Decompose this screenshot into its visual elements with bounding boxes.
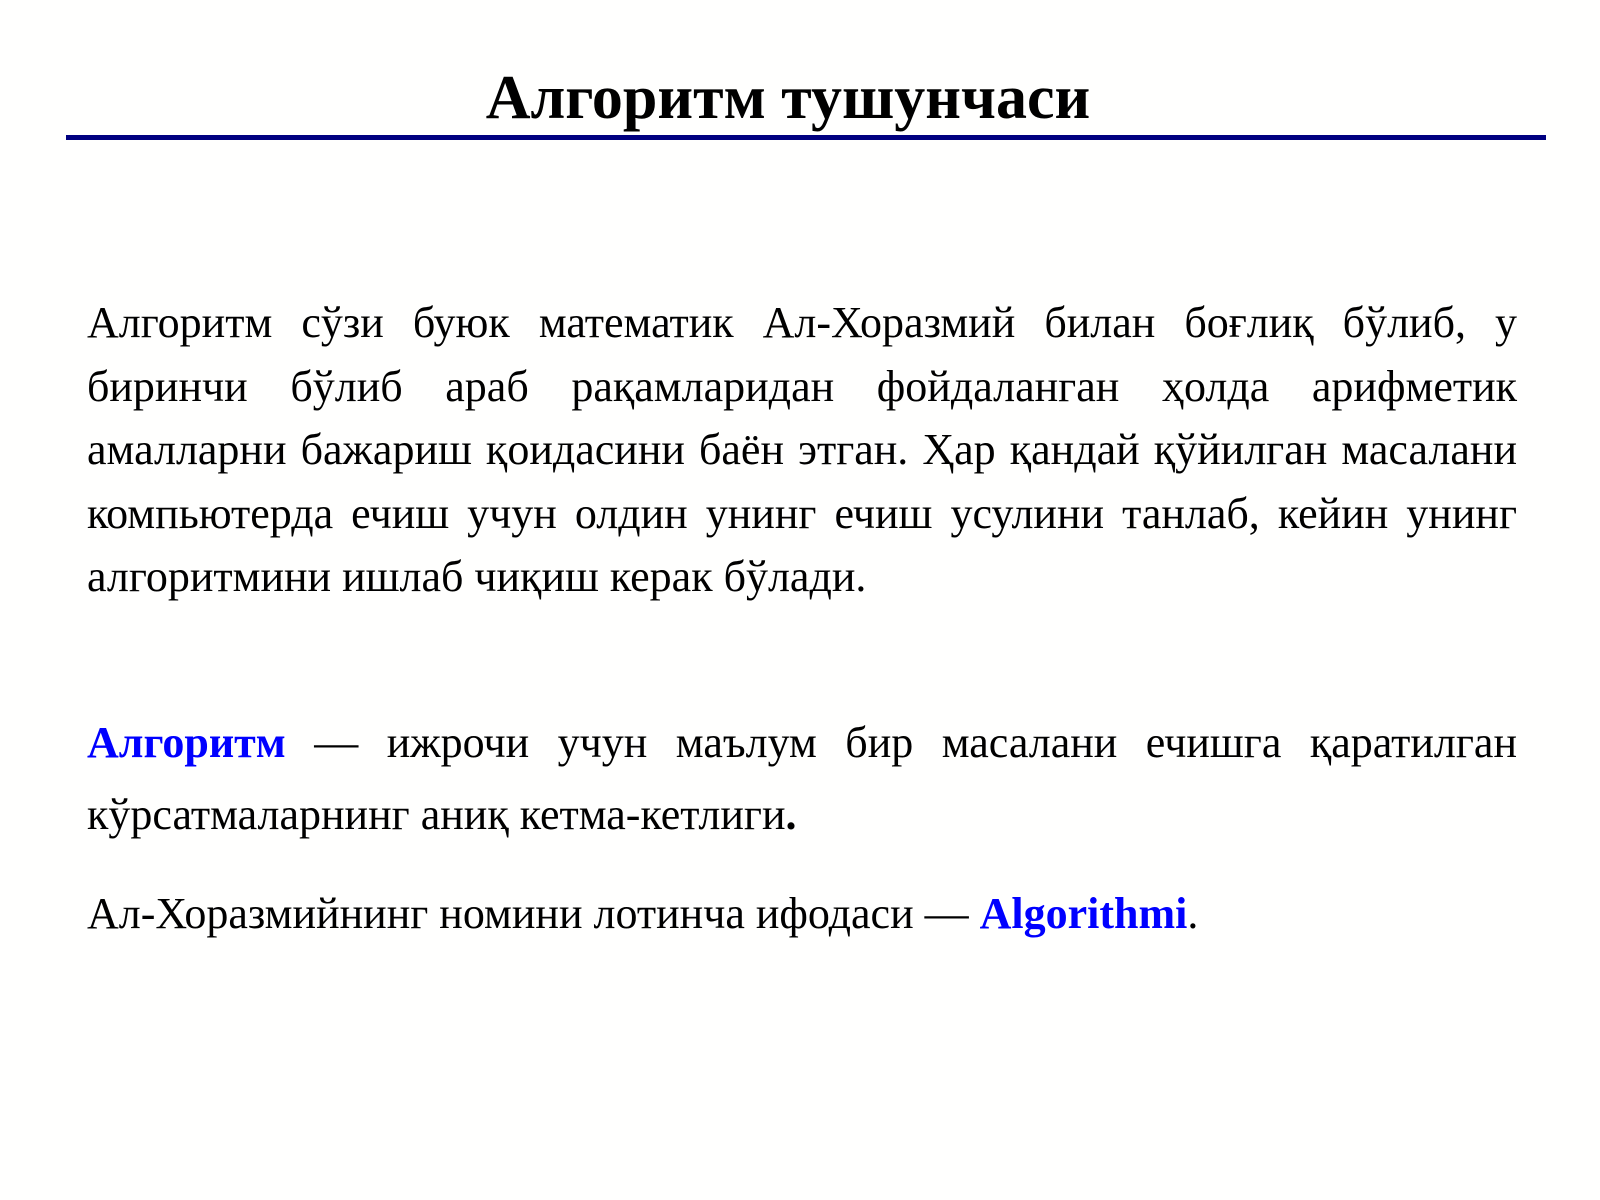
latin-name-period: . [1187,889,1199,938]
latin-name-algorithmi: Algorithmi [979,889,1188,938]
latin-name-intro: Ал-Хоразмийнинг номини лотинча ифодаси — [87,889,980,938]
term-algorithm: Алгоритм [87,718,286,767]
definition-period: . [785,790,797,839]
definition-text: — ижрочи учун маълум бир масалани ечишга қаратилган кўрсатмаларнинг аниқ кетма-кетлиги [87,718,1517,839]
paragraph-algorithm-origin: Алгоритм сўзи буюк математик Ал-Хоразмий билан боғлиқ бўлиб, у биринчи бўлиб араб рақамларидан фойдаланган ҳолда арифметик амалларни бажариш қоидасини баён этган. Ҳар қандай қўйилган масалани компьютерда ечиш учун олдин унинг ечиш усулини танлаб, кейин унинг алгоритмини ишлаб чиқиш керак бўлади. [87,298,1517,601]
paragraph-latin-name [87,884,1517,944]
title-underline [66,135,1546,140]
paragraph-algorithm-definition [87,707,1517,851]
slide-title: Алгоритм тушунчаси [485,64,1091,132]
